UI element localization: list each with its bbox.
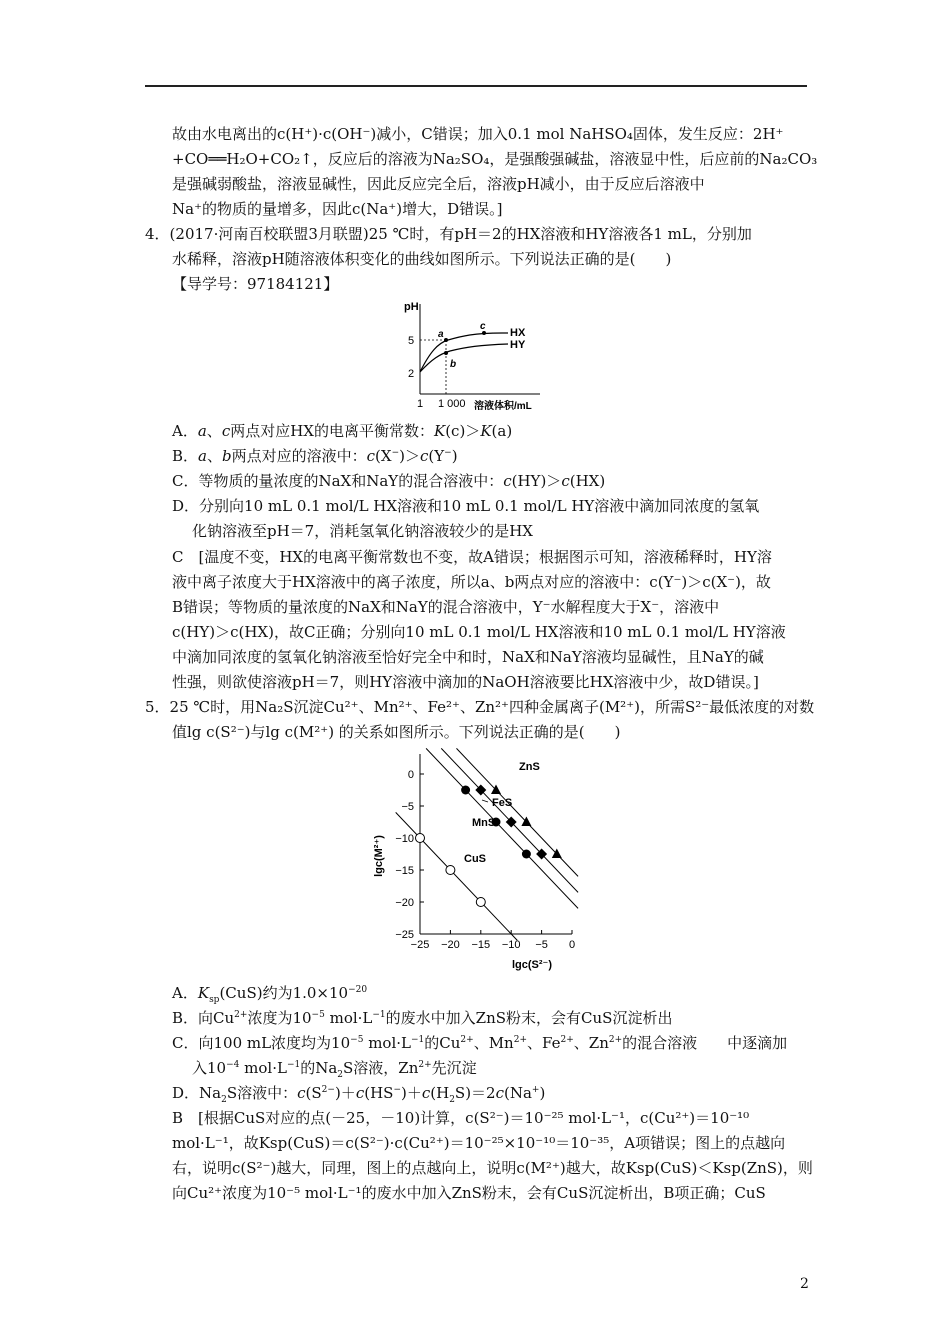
y-tick-label: 0	[407, 769, 414, 781]
y-tick-label: −15	[395, 865, 414, 877]
y-tick-label: 5	[408, 335, 415, 347]
option-a: A．a、c两点对应HX的电离平衡常数：K(c)＞K(a)	[172, 422, 513, 440]
option-a: A．$K_{sp}(CuS)$约为$1.0\times 10^{-20}$	[172, 984, 368, 1005]
mns-line	[426, 748, 578, 908]
mns-point	[461, 786, 470, 795]
page-number: 2	[800, 1276, 809, 1292]
text-line: 是强碱弱酸盐，溶液显碱性，因此反应完全后，溶液pH减小，由于反应后溶液中	[172, 175, 705, 193]
option-b: B．向$Cu^{2+}$浓度为$10^{-5}$ $mol\cdot L^{-1}$的废水中加入ZnS粉末，会有CuS沉淀析出	[172, 1009, 673, 1027]
question-5-stem: 值lg c(S²⁻)与lg c(M²⁺) 的关系如图所示。下列说法正确的是( )	[172, 723, 621, 741]
y-tick-label: −20	[395, 897, 414, 909]
option-d: D．分别向10 mL 0.1 mol/L HX溶液和10 mL 0.1 mol/L HY溶液中滴加同浓度的氢氧	[172, 497, 760, 515]
x-axis-label: lgc(S²⁻)	[511, 959, 553, 971]
y-axis-label: lgc(M²⁺)	[373, 835, 385, 877]
option-b: B．a、b两点对应的溶液中：c(X−)＞c(Y−)	[172, 447, 458, 465]
ph-dilution-chart	[400, 296, 550, 414]
cus-point	[476, 898, 485, 907]
answer-5: 向Cu²⁺浓度为10⁻⁵ mol·L⁻¹的废水中加入ZnS粉末，会有CuS沉淀析出，B项正确；CuS	[172, 1184, 766, 1202]
option-c: C．等物质的量浓度的NaX和NaY的混合溶液中：c(HY)＞c(HX)	[172, 472, 606, 490]
ksp-precipitation-chart	[364, 744, 586, 976]
series-label-fes: FeS	[492, 797, 513, 809]
x-axis-label: 溶液体积/mL	[474, 401, 532, 412]
option-d: 化钠溶液至pH＝7，消耗氢氧化钠溶液较少的是HX	[192, 522, 533, 540]
guide-number: 【导学号：97184121】	[172, 275, 339, 293]
answer-5: B [根据CuS对应的点(－25，－10)计算，c(S²⁻)＝10⁻²⁵ mol·L⁻¹，c(Cu²⁺)＝10⁻¹⁰	[172, 1109, 750, 1127]
y-axis-label: pH	[404, 301, 419, 313]
point-a	[444, 338, 448, 342]
option-c: 入$10^{-4}$ $mol\cdot L^{-1}$的$Na_2S$溶液，$Zn^{2+}$先沉淀	[192, 1059, 477, 1080]
option-d: D．$Na_2S$溶液中：$c(S^{2-})+c(HS^-)+c(H_2S)=2c(Na^+)$	[172, 1084, 546, 1105]
x-tick-label: −5	[535, 939, 548, 951]
y-tick-label: 2	[408, 368, 415, 380]
answer-4: c(HY)＞c(HX)，故C正确；分别向10 mL 0.1 mol/L HX溶液和10 mL 0.1 mol/L HY溶液	[172, 623, 786, 641]
x-tick-label: −10	[501, 939, 521, 951]
x-tick-label: 0	[568, 939, 576, 951]
answer-4: 性强，则欲使溶液pH＝7，则HY溶液中滴加的NaOH溶液要比HX溶液中少，故D错误。]	[172, 673, 759, 691]
fes-callout	[482, 800, 488, 802]
question-4-stem: 水稀释，溶液pH随溶液体积变化的曲线如图所示。下列说法正确的是( )	[172, 250, 672, 268]
hx-curve	[420, 333, 508, 372]
cus-point	[446, 866, 455, 875]
legend-hx: HX	[510, 327, 526, 339]
y-tick-label: −5	[401, 801, 414, 813]
answer-5: mol·L⁻¹，故Ksp(CuS)＝c(S²⁻)·c(Cu²⁺)＝10⁻²⁵×10⁻¹⁰＝10⁻³⁵，A项错误；图上的点越向	[172, 1134, 786, 1152]
series-label-zns: ZnS	[519, 761, 540, 773]
x-tick-label: 1 000	[438, 398, 466, 410]
text-line: +CO══H₂O+CO₂↑，反应后的溶液为Na₂SO₄，是强酸强碱盐，溶液显中性，后应前的Na₂CO₃	[172, 150, 818, 168]
x-tick-label: −20	[441, 939, 460, 951]
x-tick-label: −25	[410, 939, 430, 951]
point-c-label: c	[480, 321, 486, 332]
question-5-stem: 5．25 ℃时，用Na₂S沉淀Cu²⁺、Mn²⁺、Fe²⁺、Zn²⁺四种金属离子(M²⁺)，所需S²⁻最低浓度的对数	[145, 698, 815, 716]
text-line: 故由水电离出的c(H⁺)·c(OH⁻)减小，C错误；加入0.1 mol NaHSO₄固体，发生反应：2H⁺	[172, 125, 784, 143]
series-label-mns: MnS	[472, 817, 496, 829]
text-line: Na⁺的物质的量增多，因此c(Na⁺)增大，D错误。]	[172, 200, 503, 218]
answer-4: B错误；等物质的量浓度的NaX和NaY的混合溶液中，Y⁻水解程度大于X⁻，溶液中	[172, 598, 720, 616]
point-b	[444, 351, 448, 355]
x-tick-label: 1	[417, 398, 424, 410]
x-tick-label: −15	[471, 939, 491, 951]
option-c: C．向100 mL浓度均为$10^{-5}$ $mol\cdot L^{-1}$的$Cu^{2+}$、$Mn^{2+}$、$Fe^{2+}$、$Zn^{2+}$的混合溶液 中逐滴加	[172, 1034, 788, 1052]
hy-curve	[420, 344, 508, 372]
answer-4: 液中离子浓度大于HX溶液中的离子浓度，所以a、b两点对应的溶液中：c(Y⁻)＞c(X⁻)，故	[172, 573, 771, 591]
question-4-stem: 4．(2017·河南百校联盟3月联盟)25 ℃时，有pH＝2的HX溶液和HY溶液各1 mL，分别加	[145, 225, 752, 243]
point-b-label: b	[450, 359, 457, 370]
legend-hy: HY	[510, 339, 526, 351]
answer-4: C [温度不变，HX的电离平衡常数也不变，故A错误；根据图示可知，溶液稀释时，HY溶	[172, 548, 772, 566]
mns-point	[522, 850, 531, 859]
y-tick-label: −10	[395, 833, 414, 845]
y-tick-label: −25	[395, 929, 414, 941]
cus-point	[416, 834, 425, 843]
header-rule	[145, 85, 807, 87]
answer-4: 中滴加同浓度的氢氧化钠溶液至恰好完全中和时，NaX和NaY溶液均显碱性，且NaY的碱	[172, 648, 764, 666]
answer-5: 右，说明c(S²⁻)越大，同理，图上的点越向上，说明c(M²⁺)越大，故Ksp(CuS)＜Ksp(ZnS)，则	[172, 1159, 813, 1177]
series-label-cus: CuS	[464, 853, 486, 865]
point-a-label: a	[438, 329, 444, 340]
